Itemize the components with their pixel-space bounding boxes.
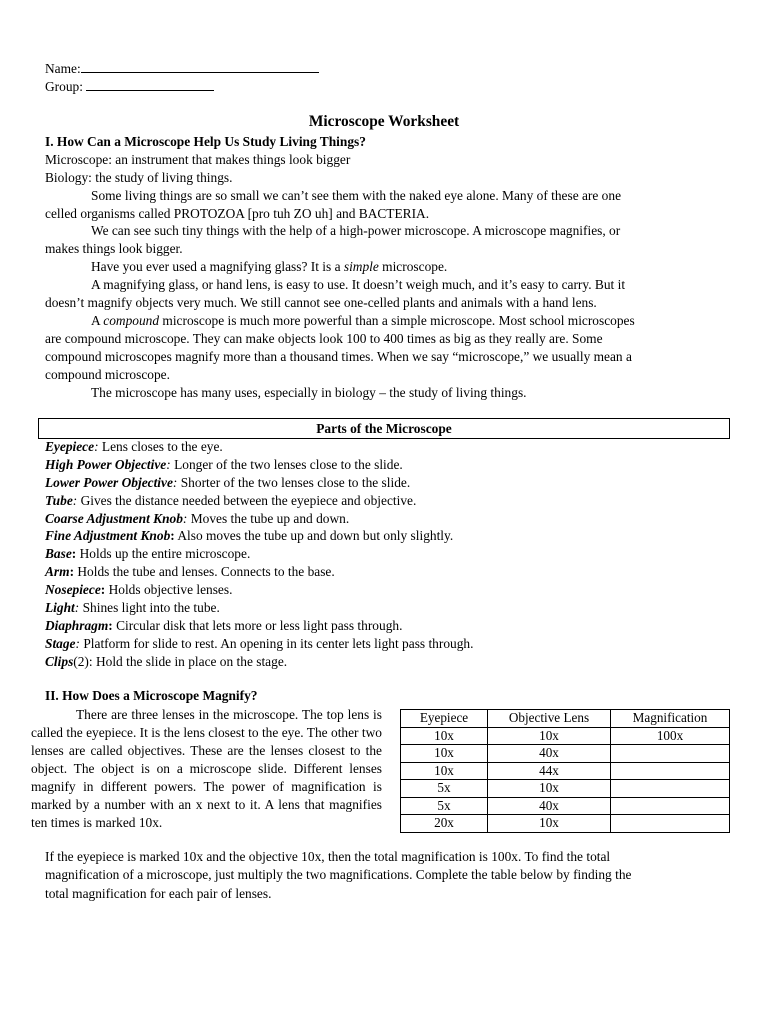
paragraph-5-text-end: microscope is much more powerful than a simple microscope. Most school microscopes <box>159 313 635 328</box>
part-item <box>45 653 473 671</box>
part-term: Stage <box>45 635 76 651</box>
eyepiece-cell: 20x <box>401 815 488 833</box>
part-term: Diaphragm <box>45 617 109 633</box>
section-1-heading: I. How Can a Microscope Help Us Study Living Things? <box>45 134 366 149</box>
part-colon: : <box>182 510 188 526</box>
definition-biology: Biology: the study of living things. <box>45 170 233 185</box>
paragraph-2-line-1: We can see such tiny things with the help of a high-power microscope. A microscope magnifies, or <box>91 223 621 238</box>
table-header-row <box>401 710 730 728</box>
group-field <box>45 77 214 96</box>
part-item <box>45 527 473 545</box>
table-row <box>401 815 730 833</box>
part-colon: : <box>75 635 80 651</box>
part-item <box>45 492 473 510</box>
instructions-line-3: total magnification for each pair of lenses. <box>45 885 272 901</box>
part-description: Shorter of the two lenses close to the slide. <box>177 474 411 490</box>
group-label: Group: <box>45 79 83 94</box>
magnification-table <box>400 709 730 833</box>
part-item <box>45 599 473 617</box>
part-colon: : <box>74 600 80 616</box>
part-description: Holds the tube and lenses. Connects to the base. <box>74 564 335 580</box>
instructions-line-2: magnification of a microscope, just multiply the two magnifications. Complete the table below by finding the <box>45 867 632 883</box>
part-colon: : <box>72 492 78 508</box>
paragraph-5-emphasis: compound <box>103 313 160 328</box>
definition-microscope: Microscope: an instrument that makes things look bigger <box>45 152 351 167</box>
column-header-magnification: Magnification <box>611 710 730 728</box>
eyepiece-cell: 10x <box>401 727 488 745</box>
part-item <box>45 545 473 563</box>
parts-list <box>45 438 473 671</box>
magnification-cell[interactable] <box>611 762 730 780</box>
paragraph-4-line-1: A magnifying glass, or hand lens, is easy to use. It doesn’t weigh much, and it’s easy to carry. But it <box>91 277 626 292</box>
group-blank[interactable] <box>86 77 214 91</box>
part-item <box>45 581 473 599</box>
part-description: Also moves the tube up and down but only slightly. <box>174 528 454 544</box>
name-label: Name: <box>45 61 81 76</box>
page-title: Microscope Worksheet <box>308 113 460 130</box>
eyepiece-cell: 5x <box>401 797 488 815</box>
part-description: Hold the slide in place on the stage. <box>92 653 288 669</box>
paragraph-1-line-2: celled organisms called PROTOZOA [pro tuh ZO uh] and BACTERIA. <box>45 206 430 221</box>
magnification-cell[interactable]: 100x <box>611 727 730 745</box>
part-description: Holds objective lenses. <box>105 582 233 598</box>
part-term: Nosepiece <box>45 582 101 598</box>
table-row <box>401 762 730 780</box>
magnification-cell[interactable] <box>611 780 730 798</box>
paragraph-2-line-2: makes things look bigger. <box>45 241 183 256</box>
part-term: Fine Adjustment Knob <box>45 528 171 544</box>
part-item <box>45 563 473 581</box>
column-header-eyepiece: Eyepiece <box>401 710 488 728</box>
paragraph-3-emphasis: simple <box>343 259 379 274</box>
part-item <box>45 474 473 492</box>
eyepiece-cell: 5x <box>401 780 488 798</box>
paragraph-3-text-end: microscope. <box>378 259 448 274</box>
magnification-cell[interactable] <box>611 797 730 815</box>
paragraph-5-line-2: are compound microscope. They can make objects look 100 to 400 times as big as they really are. Some <box>45 331 603 346</box>
objective-cell: 10x <box>488 727 611 745</box>
part-term: Arm <box>45 564 70 580</box>
instructions-line-1: If the eyepiece is marked 10x and the objective 10x, then the total magnification is 100x. To find the total <box>45 849 611 864</box>
part-description: Moves the tube up and down. <box>187 510 350 526</box>
magnification-cell[interactable] <box>611 815 730 833</box>
eyepiece-cell: 10x <box>401 762 488 780</box>
magnification-cell[interactable] <box>611 745 730 763</box>
part-description: Platform for slide to rest. An opening in its center lets light pass through. <box>79 635 474 651</box>
paragraph-6: The microscope has many uses, especially in biology – the study of living things. <box>91 385 527 400</box>
magnify-instructions <box>45 848 745 903</box>
part-term: Base <box>45 546 72 562</box>
part-description: Lens closes to the eye. <box>98 439 223 454</box>
table-row <box>401 797 730 815</box>
section-2-heading: II. How Does a Microscope Magnify? <box>45 688 258 703</box>
part-colon: : <box>170 528 175 544</box>
part-term: Eyepiece <box>45 439 95 454</box>
objective-cell: 40x <box>488 745 611 763</box>
table-row <box>401 727 730 745</box>
paragraph-5-text: A <box>91 313 104 328</box>
table-row <box>401 745 730 763</box>
parts-heading: Parts of the Microscope <box>38 418 730 439</box>
part-colon: : <box>94 439 99 454</box>
table-row <box>401 780 730 798</box>
magnify-paragraph <box>31 706 382 832</box>
paragraph-5-line-1 <box>91 312 635 330</box>
part-description: Gives the distance needed between the eyepiece and objective. <box>77 492 417 508</box>
part-description: Circular disk that lets more or less light pass through. <box>112 617 403 633</box>
part-colon: : <box>108 617 113 633</box>
column-header-objective: Objective Lens <box>488 710 611 728</box>
objective-cell: 10x <box>488 815 611 833</box>
part-description: Holds up the entire microscope. <box>76 546 251 562</box>
paragraph-1-line-1: Some living things are so small we can’t see them with the naked eye alone. Many of these are one <box>91 188 622 203</box>
part-colon: : <box>172 474 178 490</box>
part-term: Coarse Adjustment Knob <box>45 510 183 526</box>
objective-cell: 40x <box>488 797 611 815</box>
part-colon: : <box>166 456 171 472</box>
part-colon: : <box>71 546 77 562</box>
part-term: High Power Objective <box>45 456 167 472</box>
paragraph-3 <box>91 258 447 276</box>
part-item <box>45 617 473 635</box>
eyepiece-cell: 10x <box>401 745 488 763</box>
part-term: Tube <box>45 492 73 508</box>
part-colon: : <box>100 582 106 598</box>
objective-cell: 10x <box>488 780 611 798</box>
paragraph-4-line-2: doesn’t magnify objects very much. We still cannot see one-celled plants and animals with a hand lens. <box>45 295 597 310</box>
name-blank[interactable] <box>81 59 319 73</box>
objective-cell: 44x <box>488 762 611 780</box>
part-item <box>45 456 473 474</box>
part-term: Lower Power Objective <box>45 474 173 490</box>
part-term: Clips <box>45 653 74 669</box>
part-colon: (2): <box>73 653 93 669</box>
name-field <box>45 59 319 78</box>
part-colon: : <box>69 564 75 580</box>
part-term: Light <box>45 600 75 616</box>
part-description: Longer of the two lenses close to the slide. <box>170 456 403 472</box>
part-description: Shines light into the tube. <box>79 600 220 616</box>
paragraph-3-text: Have you ever used a magnifying glass? It is a <box>91 259 344 274</box>
paragraph-5-line-3: compound microscopes magnify more than a thousand times. When we say “microscope,” we usually mean a <box>45 349 632 364</box>
part-item <box>45 510 473 528</box>
paragraph-5-line-4: compound microscope. <box>45 367 170 382</box>
part-item <box>45 438 473 456</box>
part-item <box>45 635 473 653</box>
magnify-paragraph-text: There are three lenses in the microscope. The top lens is called the eyepiece. It is the lens closest to the eye. The other two lenses are called objectives. These are the lenses closest to the object. The object is on a microscope slide. Different lenses magnify in different powers. The power of magnification is marked by a number with an x next to it. A lens that magnifies ten times is marked 10x. <box>31 707 382 830</box>
